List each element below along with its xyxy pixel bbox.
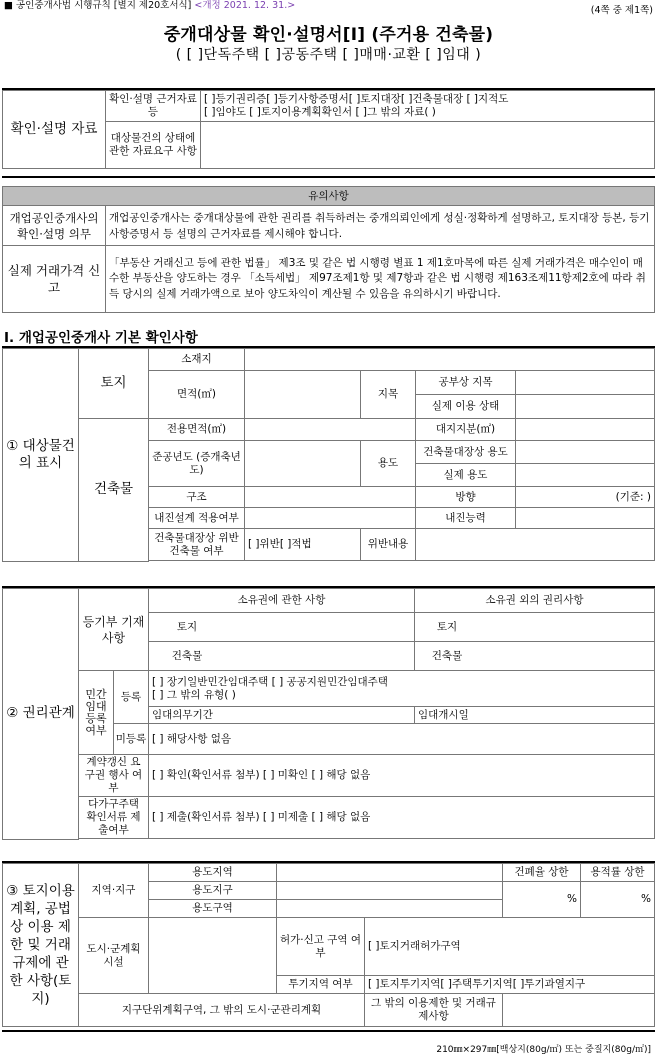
violation-label: 건축물대장상 위반건축물 여부 xyxy=(149,529,245,561)
location-label: 소재지 xyxy=(149,349,245,371)
notice-table xyxy=(2,186,655,313)
area-field[interactable] xyxy=(245,371,361,419)
registry-use-field[interactable] xyxy=(516,441,655,464)
area-label: 면적(㎡) xyxy=(149,371,245,419)
land-share-label: 대지지분(㎡) xyxy=(416,419,516,441)
price-report-label: 실제 거래가격 신고 xyxy=(3,246,106,313)
ownership-land[interactable] xyxy=(149,613,415,642)
other-rights-label: 소유권 외의 권리사항 xyxy=(415,589,655,613)
actual-use-label: 실제 이용 상태 xyxy=(416,395,516,419)
basis-line-1: [ ]등기권리증[ ]등기사항증명서[ ]토지대장[ ]건축물대장 [ ]지적도 xyxy=(204,93,509,105)
speculation-label: 투기지역 여부 xyxy=(277,976,365,994)
law-reference: ■ 공인중개사법 시행규칙 [별지 제20호서식] xyxy=(4,0,192,11)
use-district-label: 용도지구 xyxy=(149,882,277,900)
ownership-land-label: 토지 xyxy=(176,620,198,633)
violation-options[interactable]: [ ]위반[ ]적법 xyxy=(245,529,361,561)
other-restrictions-field[interactable] xyxy=(503,994,655,1027)
use-label: 용도 xyxy=(361,441,416,487)
condition-request-label: 대상물건의 상태에 관한 자료요구 사항 xyxy=(106,122,201,169)
zone-label: 지역·지구 xyxy=(79,864,149,918)
registered-label: 등록 xyxy=(114,671,149,724)
private-rental-label: 민간 임대 등록 여부 xyxy=(79,671,114,755)
basis-materials-options[interactable] xyxy=(201,91,655,122)
notice-heading: 유의사항 xyxy=(3,187,655,206)
renewal-options[interactable]: [ ] 확인(확인서류 첨부) [ ] 미확인 [ ] 해당 없음 xyxy=(149,755,655,797)
completion-year-label: 준공년도 (증개축년도) xyxy=(149,441,245,487)
completion-year-field[interactable] xyxy=(245,441,361,487)
exclusive-area-field[interactable] xyxy=(245,419,416,441)
actual-use-2-label: 실제 용도 xyxy=(416,464,516,487)
duty-label: 개업공인중개사의 확인·설명 의무 xyxy=(3,206,106,246)
urban-plan-label: 도시·군계획 시설 xyxy=(79,918,149,994)
far-value[interactable]: % xyxy=(581,882,655,918)
far-label: 용적률 상한 xyxy=(581,864,655,882)
actual-use-2-field[interactable] xyxy=(516,464,655,487)
violation-detail-label: 위반내용 xyxy=(361,529,416,561)
use-zone-label: 용도구역 xyxy=(149,900,277,918)
public-jimok-field[interactable] xyxy=(516,371,655,395)
registered-options[interactable] xyxy=(149,671,655,707)
multi-house-label: 다가구주택 확인서류 제출여부 xyxy=(79,797,149,839)
other-restrictions-label: 그 밖의 이용제한 및 거래규제사항 xyxy=(365,994,503,1027)
use-district-field[interactable] xyxy=(277,882,503,900)
use-area-label: 용도지역 xyxy=(149,864,277,882)
duty-period-label: 임대의무기간 xyxy=(152,708,213,721)
page-title: 중개대상물 확인·설명서[Ⅰ] (주거용 건축물) xyxy=(163,25,494,45)
use-zone-field[interactable] xyxy=(277,900,503,918)
other-rights-land-label: 토지 xyxy=(436,620,458,633)
unregistered-option[interactable]: [ ] 해당사항 없음 xyxy=(149,724,655,755)
structure-field[interactable] xyxy=(245,487,416,508)
renewal-label: 계약갱신 요구권 행사 여부 xyxy=(79,755,149,797)
violation-detail-field[interactable] xyxy=(416,529,655,561)
other-rights-building[interactable] xyxy=(415,642,655,671)
other-rights-land[interactable] xyxy=(415,613,655,642)
rights-table xyxy=(2,588,655,840)
start-date-cell[interactable] xyxy=(415,707,655,724)
land-use-label: ③ 토지이용 계획, 공법상 이용 제한 및 거래 규제에 관한 사항(토지) xyxy=(3,864,79,1027)
public-jimok-label: 공부상 지목 xyxy=(416,371,516,395)
bcr-label: 건폐율 상한 xyxy=(503,864,581,882)
property-table xyxy=(2,348,655,562)
paper-spec: 210㎜×297㎜[백상지(80g/㎡) 또는 중질지(80g/㎡)] xyxy=(436,1045,651,1055)
unregistered-label: 미등록 xyxy=(114,724,149,755)
seismic-capacity-label: 내진능력 xyxy=(416,508,516,529)
land-share-field[interactable] xyxy=(516,419,655,441)
location-field[interactable] xyxy=(245,349,655,371)
start-date-label: 임대개시일 xyxy=(418,708,469,721)
ownership-building[interactable] xyxy=(149,642,415,671)
use-area-field[interactable] xyxy=(277,864,503,882)
land-use-table xyxy=(2,863,655,1027)
registry-use-label: 건축물대장상 용도 xyxy=(416,441,516,464)
registry-label: 등기부 기재사항 xyxy=(79,589,149,671)
revision-date: <개정 2021. 12. 31.> xyxy=(194,0,296,11)
basis-materials-label: 확인·설명 근거자료 등 xyxy=(106,91,201,122)
ownership-label: 소유권에 관한 사항 xyxy=(149,589,415,613)
seismic-capacity-field[interactable] xyxy=(516,508,655,529)
permit-label: 허가·신고 구역 여부 xyxy=(277,918,365,976)
direction-basis[interactable]: (기준: ) xyxy=(516,487,655,508)
multi-house-options[interactable]: [ ] 제출(확인서류 첨부) [ ] 미제출 [ ] 해당 없음 xyxy=(149,797,655,839)
condition-request-field[interactable] xyxy=(201,122,655,169)
form-reference xyxy=(4,0,295,12)
document-type-options: ( [ ]단독주택 [ ]공동주택 [ ]매매·교환 [ ]임대 ) xyxy=(175,47,482,63)
urban-plan-field[interactable] xyxy=(149,918,277,994)
other-rights-building-label: 건축물 xyxy=(431,649,463,662)
seismic-design-label: 내진설계 적용여부 xyxy=(149,508,245,529)
divider xyxy=(2,176,655,178)
basis-line-2: [ ]임야도 [ ]토지이용계획확인서 [ ]그 밖의 자료( ) xyxy=(204,106,436,118)
rights-label: ② 권리관계 xyxy=(3,589,79,840)
divider xyxy=(2,1030,655,1032)
bcr-value[interactable]: % xyxy=(503,882,581,918)
registered-line-1: [ ] 장기일반민간임대주택 [ ] 공공지원민간임대주택 xyxy=(152,675,388,688)
property-display-label: ① 대상물건의 표시 xyxy=(3,349,79,562)
duty-text: 개업공인중개사는 중개대상물에 관한 권리를 취득하려는 중개의뢰인에게 성실·정확하게 설명하고, 토지대장 등본, 등기사항증명서 등 설명의 근거자료를 제시해야 합니다. xyxy=(106,206,655,246)
page-indicator: (4쪽 중 제1쪽) xyxy=(590,5,653,16)
permit-option[interactable]: [ ]토지거래허가구역 xyxy=(365,918,655,976)
speculation-options[interactable]: [ ]토지투기지역[ ]주택투기지역[ ]투기과열지구 xyxy=(365,976,655,994)
confirm-label: 확인·설명 자료 xyxy=(3,91,106,169)
price-report-text: 「부동산 거래신고 등에 관한 법률」 제3조 및 같은 법 시행령 별표 1 제1호마목에 따른 실제 거래가격은 매수인이 매수한 부동산을 양도하는 경우 「소득세법」 제97조제1항 및 제7항과 같은 법 시행령 제163조제11항제2호에 따라 취득 당시의 실제 거래가액으로 보아 양도차익이 계산될 수 있음을 유의하시기 바랍니다. xyxy=(106,246,655,313)
section-heading: Ⅰ. 개업공인중개사 기본 확인사항 xyxy=(4,330,198,346)
direction-label: 방향 xyxy=(416,487,516,508)
confirm-materials-table xyxy=(2,90,655,169)
actual-use-field[interactable] xyxy=(516,395,655,419)
building-label: 건축물 xyxy=(79,419,149,562)
registered-line-2: [ ] 그 밖의 유형( ) xyxy=(152,688,236,701)
duty-period-cell[interactable] xyxy=(149,707,415,724)
jimok-label: 지목 xyxy=(361,371,416,419)
district-plan-label: 지구단위계획구역, 그 밖의 도시·군관리계획 xyxy=(79,994,365,1027)
exclusive-area-label: 전용면적(㎡) xyxy=(149,419,245,441)
structure-label: 구조 xyxy=(149,487,245,508)
land-label: 토지 xyxy=(79,349,149,419)
seismic-design-field[interactable] xyxy=(245,508,416,529)
ownership-building-label: 건축물 xyxy=(171,649,203,662)
